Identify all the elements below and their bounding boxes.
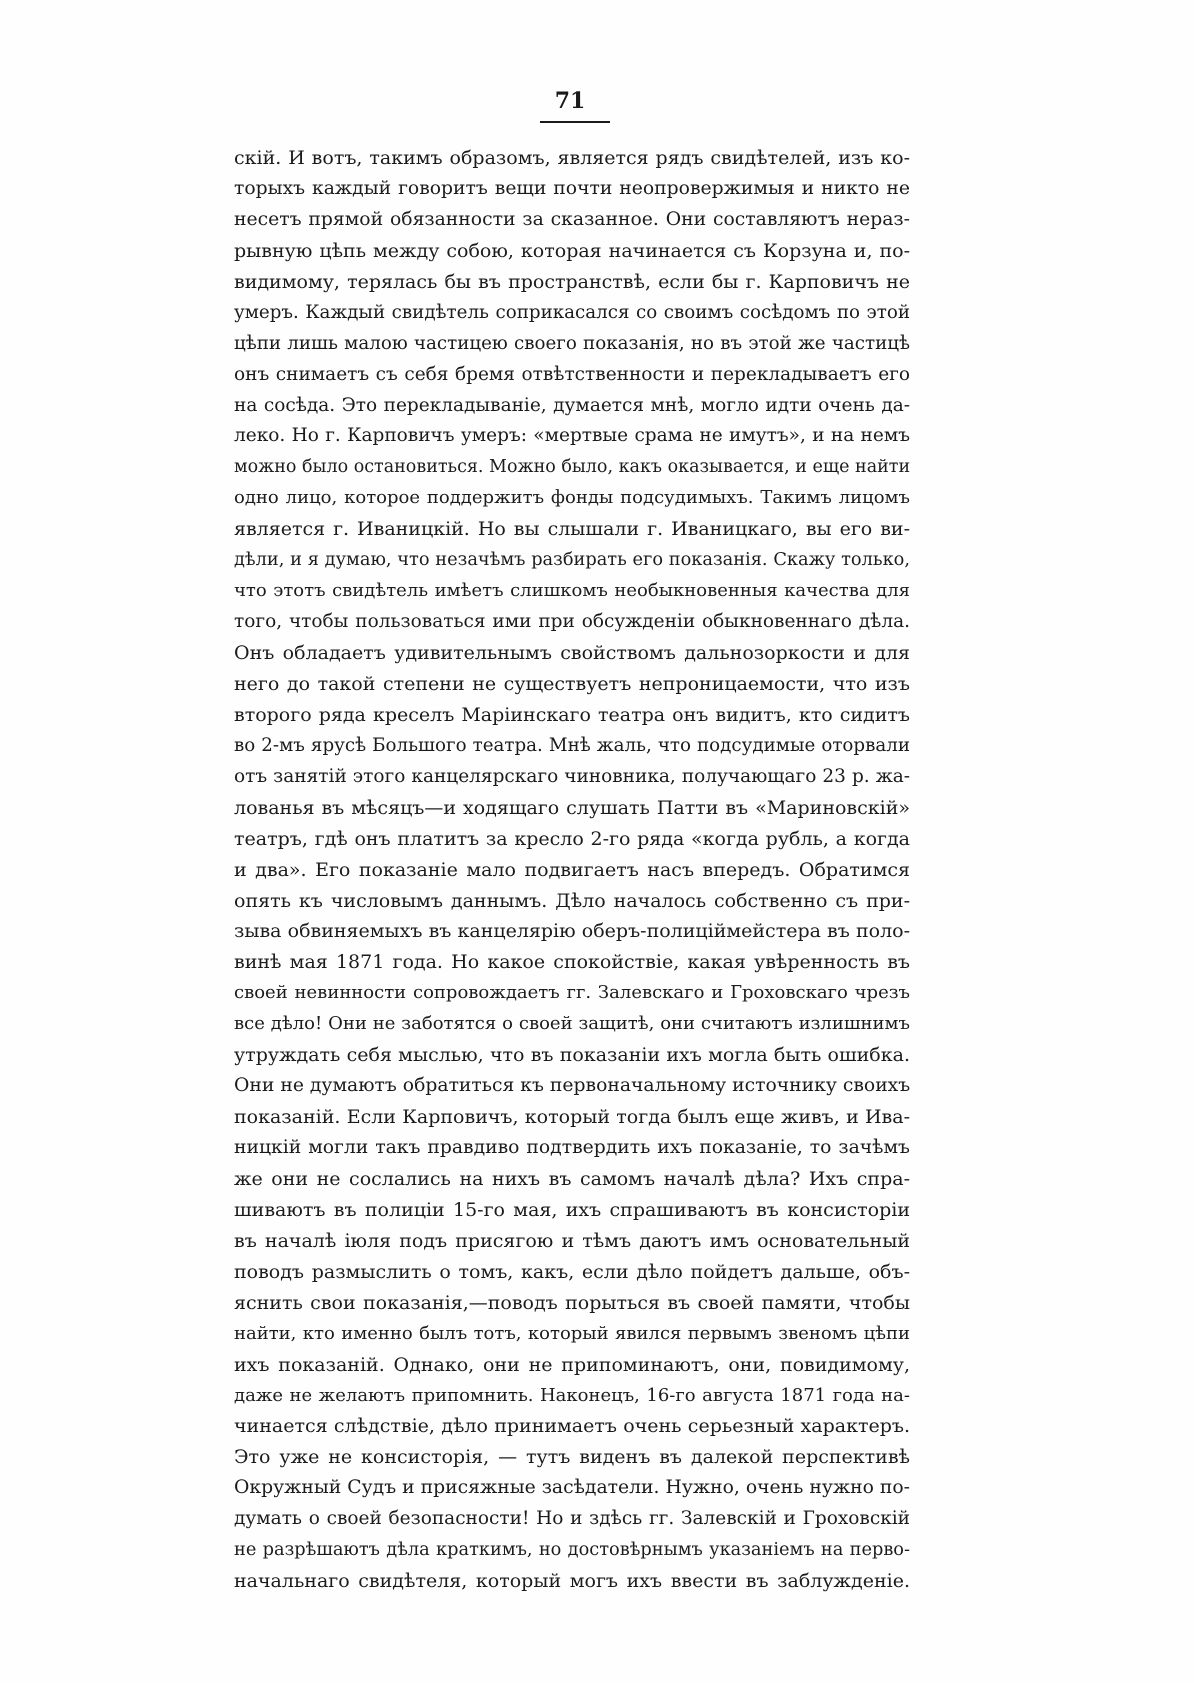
text-line: одно лицо, которое поддержитъ фонды подсудимыхъ. Такимъ лицомъ <box>234 487 910 509</box>
text-line: Это уже не консисторія, — тутъ виденъ въ далекой перспективѣ <box>234 1446 910 1469</box>
text-line: что этотъ свидѣтель имѣетъ слишкомъ необыкновенныя качества для <box>234 580 910 602</box>
text-line: онъ снимаетъ съ себя бремя отвѣтственности и перекладываетъ его <box>234 363 910 385</box>
text-line: думать о своей безопасности! Но и здѣсь гг. Залевскій и Гроховскій <box>234 1508 910 1530</box>
text-line: показаній. Если Карповичъ, который тогда былъ еще живъ, и Ива- <box>234 1106 910 1129</box>
text-line: Окружный Судъ и присяжные засѣдатели. Нужно, очень нужно по- <box>234 1477 910 1499</box>
text-line: на сосѣда. Это перекладываніе, думается мнѣ, могло идти очень да- <box>234 394 910 416</box>
text-line: того, чтобы пользоваться ими при обсужденіи обыкновеннаго дѣла. <box>234 611 910 633</box>
text-line: дѣли, и я думаю, что незачѣмъ разбирать его показанія. Скажу только, <box>234 550 910 571</box>
text-line: умеръ. Каждый свидѣтель соприкасался со своимъ сосѣдомъ по этой <box>234 301 910 323</box>
text-line: лованья въ мѣсяцъ—и ходящаго слушать Патти въ «Мариновскій» <box>234 796 910 819</box>
text-line: торыхъ каждый говоритъ вещи почти неопровержимыя и никто не <box>234 177 910 199</box>
text-line: утруждать себя мыслью, что въ показаніи ихъ могла быть ошибка. <box>234 1044 910 1067</box>
text-line: поводъ размыслить о томъ, какъ, если дѣло пойдетъ дальше, объ- <box>234 1260 910 1283</box>
body-text <box>234 143 910 1597</box>
text-line: второго ряда креселъ Маріинскаго театра онъ видитъ, кто сидитъ <box>234 703 910 726</box>
text-line: чинается слѣдствіе, дѣло принимаетъ очень серьезный характеръ. <box>234 1415 910 1438</box>
text-line: видимому, терялась бы въ пространствѣ, если бы г. Карповичъ не <box>234 270 910 293</box>
text-line: Онъ обладаетъ удивительнымъ свойствомъ дальнозоркости и для <box>234 642 910 664</box>
text-line: даже не желаютъ припомнить. Наконецъ, 16-го августа 1871 года на- <box>234 1384 910 1406</box>
text-line: не разрѣшаютъ дѣла краткимъ, но достовѣрнымъ указаніемъ на перво- <box>234 1540 910 1561</box>
text-line: и два». Его показаніе мало подвигаетъ насъ впередъ. Обратимся <box>234 858 910 881</box>
text-line: ихъ показаній. Однако, они не припоминаютъ, они, повидимому, <box>234 1353 910 1376</box>
text-line: зыва обвиняемыхъ въ канцелярію оберъ-полицiймейстера въ поло- <box>234 920 910 943</box>
text-line: Они не думаютъ обратиться къ первоначальному источнику своихъ <box>234 1075 910 1097</box>
text-line: скій. И вотъ, такимъ образомъ, является рядъ свидѣтелей, изъ ко- <box>234 147 910 169</box>
text-line: все дѣло! Они не заботятся о своей защитѣ, они считаютъ излишнимъ <box>234 1013 910 1035</box>
text-line: цѣпи лишь малою частицею своего показанія, но въ этой же частицѣ <box>234 332 910 354</box>
text-line: шиваютъ въ полиціи 15-го мая, ихъ спрашиваютъ въ консисторіи <box>234 1198 910 1221</box>
text-line: во 2-мъ ярусѣ Большого театра. Мнѣ жаль, что подсудимые оторвали <box>234 734 910 756</box>
text-line: театръ, гдѣ онъ платитъ за кресло 2-го ряда «когда рубль, а когда <box>234 827 910 850</box>
page-number-rule <box>540 121 610 123</box>
text-line: рывную цѣпь между собою, которая начинается съ Корзуна и, по- <box>234 239 910 262</box>
text-line: своей невинности сопровождаетъ гг. Залевскаго и Гроховскаго чрезъ <box>234 982 910 1004</box>
text-line: винѣ мая 1871 года. Но какое спокойствіе, какая увѣренность въ <box>234 951 910 974</box>
text-line: опять къ числовымъ даннымъ. Дѣло началось собственно съ при- <box>234 889 910 912</box>
text-line: ницкій могли такъ правдиво подтвердить ихъ показаніе, то зачѣмъ <box>234 1137 910 1158</box>
text-line: него до такой степени не существуетъ непроницаемости, что изъ <box>234 672 910 695</box>
text-line: найти, кто именно былъ тотъ, который явился первымъ звеномъ цѣпи <box>234 1322 910 1344</box>
text-line: является г. Иваницкій. Но вы слышали г. Иваницкаго, вы его ви- <box>234 518 910 541</box>
text-line: въ началѣ іюля подъ присягою и тѣмъ даютъ имъ основательный <box>234 1229 910 1252</box>
text-line: несетъ прямой обязанности за сказанное. Они составляютъ нераз- <box>234 208 910 230</box>
text-line: начальнаго свидѣтеля, который могъ ихъ ввести въ заблужденіе. <box>234 1570 910 1593</box>
text-line: леко. Но г. Карповичъ умеръ: «мертвые срама не имутъ», и на немъ <box>234 425 910 447</box>
text-line: отъ занятій этого канцелярскаго чиновника, получающаго 23 р. жа- <box>234 765 910 787</box>
text-line: яснить свои показанія,—поводъ порыться въ своей памяти, чтобы <box>234 1291 910 1314</box>
text-line: же они не сослались на нихъ въ самомъ началѣ дѣла? Ихъ спра- <box>234 1167 910 1190</box>
text-line: можно было остановиться. Можно было, какъ оказывается, и еще найти <box>234 457 910 478</box>
page-number: 71 <box>554 88 586 114</box>
